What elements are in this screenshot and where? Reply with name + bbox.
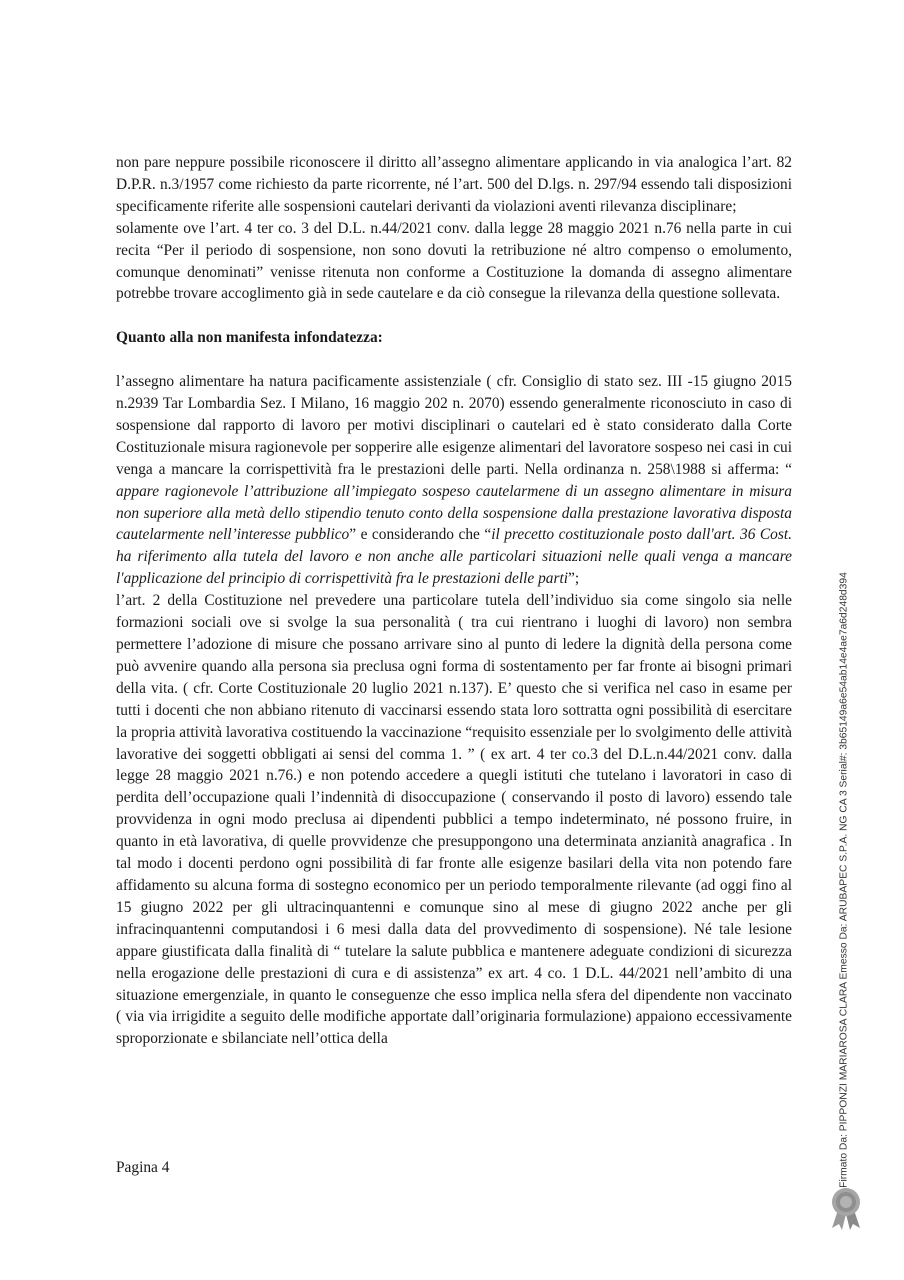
italic-quote-precetto: il precetto costituzionale posto dall'art. 36 Cost. ha riferimento alla tutela del lavoro e non anche alle particolari situazioni nelle quali venga a mancare l'applicazione del principio di corrispettività fra le prestazioni delle parti — [116, 526, 792, 588]
rosette-seal-icon — [826, 1186, 866, 1230]
paragraph-natura-assistenziale — [116, 371, 792, 590]
paragraph-rilevanza: solamente ove l’art. 4 ter co. 3 del D.L. n.44/2021 conv. dalla legge 28 maggio 2021 n.76 nella parte in cui recita “Per il periodo di sospensione, non sono dovuti la retribuzione né altro compenso o emolumento, comunque denominati” venisse ritenuta non conforme a Costituzione la domanda di assegno alimentare potrebbe trovare accoglimento già in sede cautelare e da ciò consegue la rilevanza della questione sollevata. — [116, 219, 792, 303]
text-segment: ” e considerando che “ — [349, 526, 492, 544]
italic-quote-ordinanza: appare ragionevole l’attribuzione all’impiegato sospeso cautelarmene di un assegno alimentare in misura non superiore alla metà dello stipendio tenuto conto della sospensione dalla prestazione lavorativa disposta cautelarmente nell’interesse pubblico — [116, 482, 792, 544]
page-number: Pagina 4 — [116, 1159, 170, 1176]
document-body — [116, 152, 792, 1050]
paragraph-assegno-analogia: non pare neppure possibile riconoscere il diritto all’assegno alimentare applicando in via analogica l’art. 82 D.P.R. n.3/1957 come richiesto da parte ricorrente, né l’art. 500 del D.lgs. n. 297/94 essendo tali disposizioni specificamente riferite alle sospensioni cautelari derivanti da violazioni aventi rilevanza disciplinare; — [116, 154, 792, 215]
text-segment: l’assegno alimentare ha natura pacificamente assistenziale ( cfr. Consiglio di stato sez. III -15 giugno 2015 n.2939 Tar Lombardia Sez. I Milano, 16 maggio 202 n. 2070) essendo generalmente riconosciuto in caso di sospensione dal rapporto di lavoro per motivi disciplinari o cautelari ed è stato considerato dalla Corte Costituzionale misura ragionevole per sopperire alle esigenze alimentari del lavoratore sospeso nei casi in cui venga a mancare la corrispettività fra le prestazioni delle parti. Nella ordinanza n. 258\1988 si afferma: “ — [116, 373, 792, 478]
signature-text: Firmato Da: PIPPONZI MARIAROSA CLARA Emesso Da: ARUBAPEC S.P.A. NG CA 3 Serial#: 3b65149a6e54ab14e4ae7a6d248d394 — [838, 572, 850, 1188]
digital-signature-stamp — [832, 572, 856, 1188]
section-heading: Quanto alla non manifesta infondatezza: — [116, 329, 383, 347]
text-segment: ”; — [568, 570, 580, 588]
paragraph-articolo-2: l’art. 2 della Costituzione nel prevedere una particolare tutela dell’individuo sia come singolo sia nelle formazioni sociali ove si svolge la sua personalità ( tra cui rientrano i luoghi di lavoro) non sembra permettere l’adozione di misure che possano arrivare sino al punto di ledere la dignità della persona come può avvenire quando alla persona sia preclusa ogni forma di sostentamento per far fronte ai bisogni primari della vita. ( cfr. Corte Costituzionale 20 luglio 2021 n.137). E’ questo che si verifica nel caso in esame per tutti i docenti che non abbiano ritenuto di vaccinarsi essendo stata loro sottratta ogni possibilità di esercitare la propria attività lavorativa costituendo la vaccinazione “requisito essenziale per lo svolgimento delle attività lavorative dei soggetti obbligati ai sensi del comma 1. ” ( ex art. 4 ter co.3 del D.L.n.44/2021 conv. dalla legge 28 maggio 2021 n.76.) e non potendo accedere a quegli istituti che tutelano i lavoratori in caso di perdita dell’occupazione quali l’indennità di disoccupazione ( conservando il posto di lavoro) essendo tale provvidenza in ogni modo preclusa ai dipendenti pubblici a tempo indeterminato, né possono fruire, in quanto in età lavorativa, di quelle provvidenze che presuppongono una determinata anzianità anagrafica . In tal modo i docenti perdono ogni possibilità di far fronte alle esigenze basilari della vita non potendo fare affidamento su alcuna forma di sostegno economico per un periodo temporalmente rilevante (ad oggi fino al 15 giugno 2022 per gli ultracinquantenni e comunque sino al mese di giugno 2022 anche per gli infracinquantenni computandosi i 6 mesi dalla data del provvedimento di sospensione). Né tale lesione appare giustificata dalla finalità di “ tutelare la salute pubblica e mantenere adeguate condizioni di sicurezza nella erogazione delle prestazioni di cura e di assistenza” ex art. 4 co. 1 D.L. 44/2021 nell’ambito di una situazione emergenziale, in quanto le conseguenze che esso implica nella sfera del dipendente non vaccinato ( via via irrigidite a seguito delle modifiche apportate dall’originaria formulazione) appaiono eccessivamente sproporzionate e sbilanciate nell’ottica della — [116, 592, 792, 1048]
